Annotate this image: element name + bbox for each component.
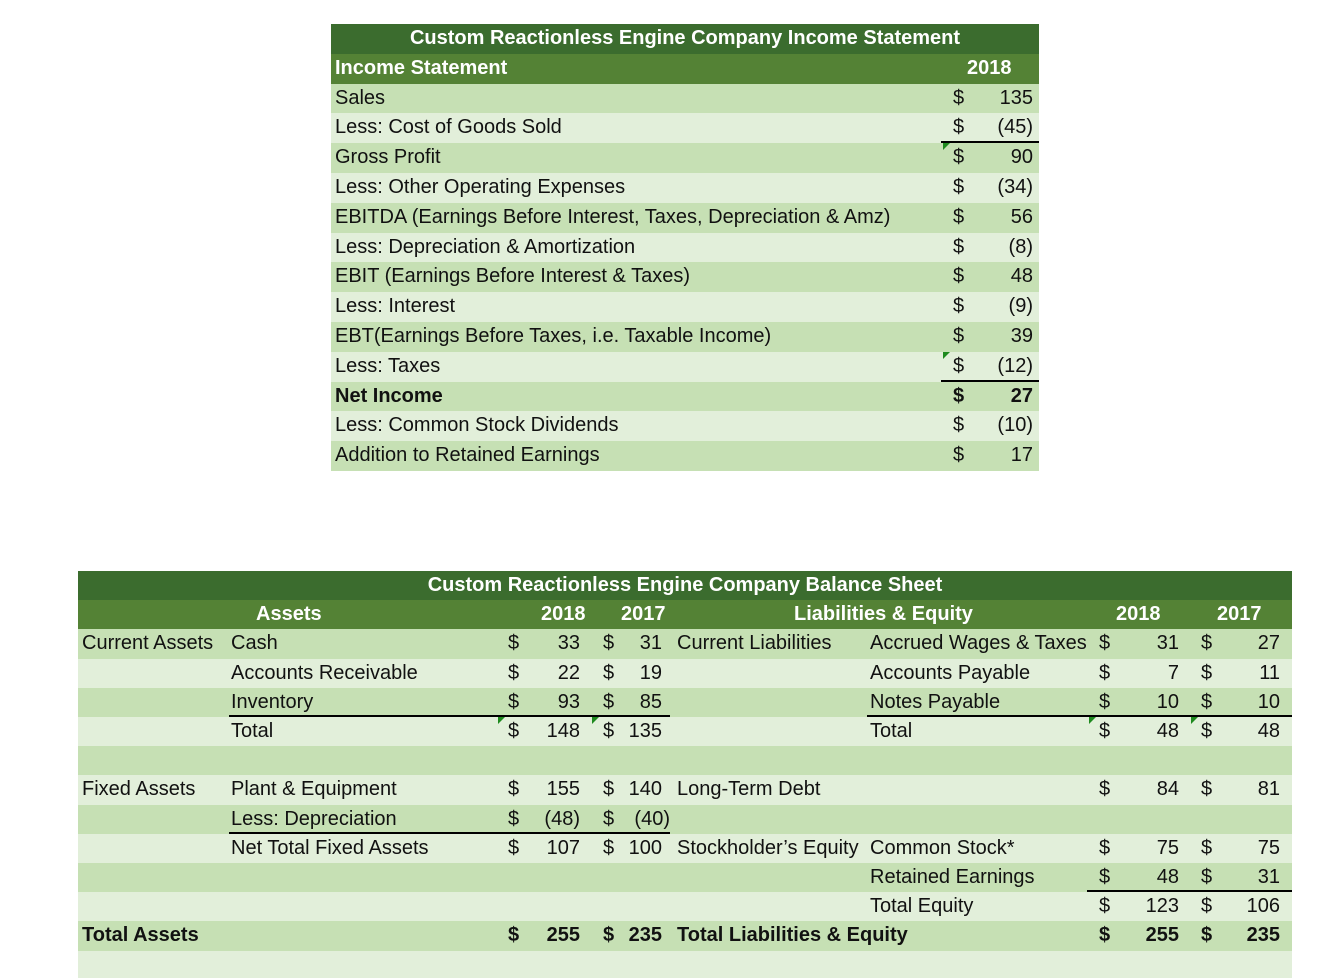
income-statement-table <box>331 24 1039 471</box>
table-row <box>331 352 1039 382</box>
balance-sheet-title-row <box>78 571 1292 600</box>
row-label: Less: Cost of Goods Sold <box>335 116 562 139</box>
row-value: (45) <box>997 116 1033 139</box>
currency-symbol: $ <box>603 924 615 947</box>
stockholders-equity-group-label: Stockholder’s Equity <box>677 836 859 859</box>
row-value: 48 <box>1010 265 1033 288</box>
currency-symbol: $ <box>603 632 615 655</box>
long-term-debt-label: Long-Term Debt <box>677 778 821 801</box>
assets-header: Assets <box>256 603 322 626</box>
currency-symbol: $ <box>508 807 520 830</box>
currency-symbol: $ <box>953 414 965 437</box>
row-value: 39 <box>1010 324 1033 347</box>
common-stock-2017: 75 <box>1257 836 1280 859</box>
current-assets-total-label: Total <box>231 720 274 742</box>
error-indicator-icon <box>943 143 950 150</box>
currency-symbol: $ <box>953 265 965 288</box>
table-row <box>331 84 1039 114</box>
table-row <box>78 834 1292 863</box>
row-label: Net Income <box>335 384 443 407</box>
row-value: (8) <box>1008 235 1033 258</box>
currency-symbol: $ <box>1099 866 1111 888</box>
currency-symbol: $ <box>603 720 615 742</box>
currency-symbol: $ <box>508 924 520 947</box>
error-indicator-icon <box>498 717 505 724</box>
accrued-wages-2018: 31 <box>1156 632 1179 655</box>
currency-symbol: $ <box>1201 661 1213 684</box>
currency-symbol: $ <box>508 632 520 655</box>
currency-symbol: $ <box>508 661 520 684</box>
net-fixed-assets-2018: 107 <box>546 836 580 859</box>
row-label: EBITDA (Earnings Before Interest, Taxes, Depreciation & Amz) <box>335 205 891 228</box>
currency-symbol: $ <box>1201 866 1213 888</box>
row-label: Sales <box>335 86 386 109</box>
table-row <box>331 411 1039 441</box>
table-row <box>78 863 1292 892</box>
row-value: (10) <box>997 414 1033 437</box>
total-liabilities-equity-2017: 235 <box>1246 924 1280 947</box>
currency-symbol: $ <box>603 778 615 801</box>
current-liabilities-total-2018: 48 <box>1156 720 1179 742</box>
notes-payable-2017: 10 <box>1257 690 1280 713</box>
current-liabilities-total-label: Total <box>870 720 913 742</box>
currency-symbol: $ <box>1099 720 1111 742</box>
le-2018-header: 2018 <box>1116 603 1161 626</box>
le-2017-header: 2017 <box>1217 603 1262 626</box>
currency-symbol: $ <box>508 836 520 859</box>
row-value: 17 <box>1010 444 1033 467</box>
row-label: Gross Profit <box>335 146 441 169</box>
less-depreciation-2017: (40) <box>634 807 670 830</box>
table-row <box>331 262 1039 292</box>
total-equity-label: Total Equity <box>870 895 974 918</box>
accounts-receivable-label: Accounts Receivable <box>231 661 418 684</box>
common-stock-label: Common Stock* <box>870 836 1015 859</box>
row-value: 135 <box>999 86 1033 109</box>
table-row <box>78 951 1292 978</box>
currency-symbol: $ <box>953 354 965 377</box>
currency-symbol: $ <box>1099 661 1111 684</box>
header-label: Income Statement <box>335 56 508 79</box>
table-row <box>78 746 1292 775</box>
accounts-payable-label: Accounts Payable <box>870 661 1031 684</box>
notes-payable-label: Notes Payable <box>870 690 1001 713</box>
currency-symbol: $ <box>1201 924 1213 947</box>
common-stock-2018: 75 <box>1156 836 1179 859</box>
currency-symbol: $ <box>953 384 965 407</box>
table-row <box>331 292 1039 322</box>
error-indicator-icon <box>592 717 599 724</box>
row-value: (34) <box>997 175 1033 198</box>
table-row <box>78 717 1292 746</box>
currency-symbol: $ <box>953 205 965 228</box>
row-value: 90 <box>1010 146 1033 169</box>
table-row <box>331 113 1039 143</box>
row-label: EBIT (Earnings Before Interest & Taxes) <box>335 265 690 288</box>
total-equity-2017: 106 <box>1246 895 1280 918</box>
table-row <box>331 143 1039 173</box>
net-fixed-assets-2017: 100 <box>628 836 662 859</box>
total-equity-2018: 123 <box>1145 895 1179 918</box>
currency-symbol: $ <box>953 295 965 318</box>
total-assets-2017: 235 <box>628 924 662 947</box>
table-row <box>78 921 1292 950</box>
cash-2017: 31 <box>639 632 662 655</box>
total-liabilities-equity-2018: 255 <box>1145 924 1179 947</box>
currency-symbol: $ <box>953 235 965 258</box>
row-label: Addition to Retained Earnings <box>335 444 600 467</box>
long-term-debt-2018: 84 <box>1156 778 1179 801</box>
currency-symbol: $ <box>1201 720 1213 742</box>
less-depreciation-2018: (48) <box>544 807 580 830</box>
currency-symbol: $ <box>953 175 965 198</box>
accounts-payable-2018: 7 <box>1167 661 1179 684</box>
currency-symbol: $ <box>1099 778 1111 801</box>
currency-symbol: $ <box>1099 836 1111 859</box>
table-row <box>331 441 1039 471</box>
currency-symbol: $ <box>508 778 520 801</box>
table-row <box>78 688 1292 717</box>
table-row <box>78 629 1292 658</box>
net-fixed-assets-label: Net Total Fixed Assets <box>231 836 429 859</box>
total-assets-label: Total Assets <box>82 924 199 947</box>
currency-symbol: $ <box>1201 632 1213 655</box>
row-label: Less: Taxes <box>335 354 441 377</box>
currency-symbol: $ <box>1099 690 1111 713</box>
error-indicator-icon <box>943 352 950 359</box>
retained-earnings-label: Retained Earnings <box>870 866 1035 888</box>
plant-equipment-2018: 155 <box>546 778 580 801</box>
table-row <box>331 233 1039 263</box>
currency-symbol: $ <box>1201 690 1213 713</box>
row-value: 27 <box>1010 384 1033 407</box>
currency-symbol: $ <box>953 146 965 169</box>
currency-symbol: $ <box>603 807 615 830</box>
table-row <box>331 173 1039 203</box>
currency-symbol: $ <box>603 836 615 859</box>
balance-sheet-header-row <box>78 600 1292 629</box>
error-indicator-icon <box>1191 717 1198 724</box>
notes-payable-2018: 10 <box>1156 690 1179 713</box>
current-assets-group-label: Current Assets <box>82 632 214 655</box>
accounts-receivable-2017: 19 <box>639 661 662 684</box>
row-value: (9) <box>1008 295 1033 318</box>
retained-earnings-2017: 31 <box>1257 866 1280 888</box>
less-depreciation-label: Less: Depreciation <box>231 807 397 830</box>
inventory-2018: 93 <box>557 690 580 713</box>
current-liabilities-group-label: Current Liabilities <box>677 632 832 655</box>
row-label: Less: Other Operating Expenses <box>335 175 626 198</box>
header-year: 2018 <box>967 56 1012 79</box>
income-statement-title-row <box>331 24 1039 54</box>
total-assets-2018: 255 <box>546 924 580 947</box>
row-value: (12) <box>997 354 1033 377</box>
row-value: 56 <box>1010 205 1033 228</box>
currency-symbol: $ <box>953 86 965 109</box>
table-row <box>331 382 1039 412</box>
error-indicator-icon <box>1089 717 1096 724</box>
balance-sheet-table <box>78 571 1292 978</box>
table-row <box>78 805 1292 834</box>
fixed-assets-group-label: Fixed Assets <box>82 778 196 801</box>
plant-equipment-2017: 140 <box>628 778 662 801</box>
retained-earnings-2018: 48 <box>1156 866 1179 888</box>
table-row <box>78 892 1292 921</box>
current-assets-total-2017: 135 <box>628 720 662 742</box>
inventory-label: Inventory <box>231 690 314 713</box>
current-assets-total-2018: 148 <box>546 720 580 742</box>
income-statement-header-row <box>331 54 1039 84</box>
table-row <box>78 775 1292 804</box>
currency-symbol: $ <box>953 444 965 467</box>
currency-symbol: $ <box>953 116 965 139</box>
long-term-debt-2017: 81 <box>1257 778 1280 801</box>
plant-equipment-label: Plant & Equipment <box>231 778 397 801</box>
cash-label: Cash <box>231 632 278 655</box>
row-label: Less: Common Stock Dividends <box>335 414 619 437</box>
currency-symbol: $ <box>1099 632 1111 655</box>
balance-sheet-title: Custom Reactionless Engine Company Balance Sheet <box>427 574 943 596</box>
currency-symbol: $ <box>603 661 615 684</box>
row-label: Less: Interest <box>335 295 456 318</box>
current-liabilities-total-2017: 48 <box>1257 720 1280 742</box>
currency-symbol: $ <box>508 690 520 713</box>
table-row <box>78 659 1292 688</box>
currency-symbol: $ <box>603 690 615 713</box>
accounts-receivable-2018: 22 <box>557 661 580 684</box>
accounts-payable-2017: 11 <box>1259 661 1280 684</box>
currency-symbol: $ <box>1201 836 1213 859</box>
currency-symbol: $ <box>1201 895 1213 918</box>
cash-2018: 33 <box>557 632 580 655</box>
currency-symbol: $ <box>1201 778 1213 801</box>
currency-symbol: $ <box>1099 924 1111 947</box>
income-statement-title: Custom Reactionless Engine Company Income Statement <box>409 27 961 49</box>
accrued-wages-label: Accrued Wages & Taxes <box>870 632 1087 655</box>
currency-symbol: $ <box>1099 895 1111 918</box>
row-label: EBT(Earnings Before Taxes, i.e. Taxable Income) <box>335 324 772 347</box>
assets-2018-header: 2018 <box>541 603 586 626</box>
inventory-2017: 85 <box>639 690 662 713</box>
liabilities-equity-header: Liabilities & Equity <box>794 603 973 626</box>
currency-symbol: $ <box>508 720 520 742</box>
row-label: Less: Depreciation & Amortization <box>335 235 636 258</box>
total-liabilities-equity-label: Total Liabilities & Equity <box>677 924 908 947</box>
table-row <box>331 322 1039 352</box>
currency-symbol: $ <box>953 324 965 347</box>
table-row <box>331 203 1039 233</box>
assets-2017-header: 2017 <box>621 603 666 626</box>
accrued-wages-2017: 27 <box>1257 632 1280 655</box>
